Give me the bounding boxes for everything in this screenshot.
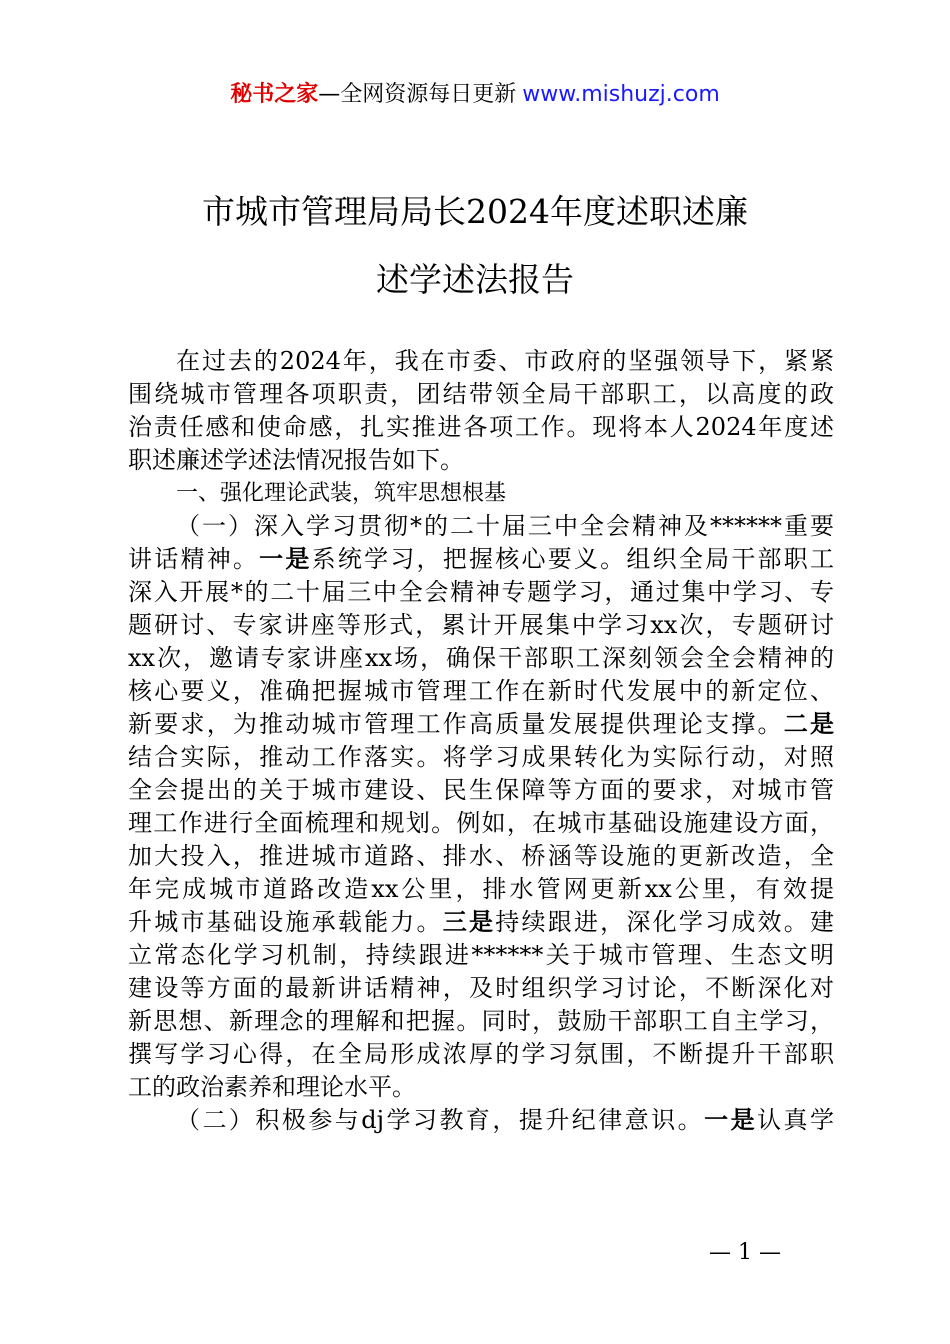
paragraph-line: 题研讨、专家讲座等形式，累计开展集中学习xx次，专题研讨 bbox=[128, 611, 834, 639]
paragraph-line: 结合实际，推动工作落实。将学习成果转化为实际行动，对照 bbox=[128, 743, 834, 771]
paragraph-line: 建设等方面的最新讲话精神，及时组织学习讨论，不断深化对 bbox=[128, 974, 834, 1002]
paragraph-line: 在过去的2024年，我在市委、市政府的坚强领导下，紧紧 bbox=[176, 347, 834, 375]
bold-marker: 二是 bbox=[783, 710, 835, 738]
paragraph-text: 新要求，为推动城市管理工作高质量发展提供理论支撑。 bbox=[128, 710, 784, 738]
paragraph-line: （一）深入学习贯彻*的二十届三中全会精神及******重要 bbox=[176, 512, 834, 540]
paragraph-line: 立常态化学习机制，持续跟进******关于城市管理、生态文明 bbox=[128, 941, 834, 969]
paragraph-line bbox=[128, 1104, 834, 1137]
document-title-line-2: 述学述法报告 bbox=[376, 260, 574, 299]
paragraph-text: （二）积极参与dj学习教育，提升纪律意识。 bbox=[176, 1106, 705, 1134]
paragraph-line: 治责任感和使命感，扎实推进各项工作。现将本人2024年度述 bbox=[128, 413, 834, 441]
document-body bbox=[128, 345, 834, 1137]
paragraph-text: 认真学 bbox=[757, 1106, 835, 1134]
paragraph-line bbox=[128, 543, 834, 576]
bold-marker: 三是 bbox=[442, 908, 496, 936]
bold-marker: 一是 bbox=[259, 545, 312, 573]
bold-marker: 一是 bbox=[704, 1106, 758, 1134]
paragraph-line bbox=[128, 708, 834, 741]
paragraph-line: 撰写学习心得，在全局形成浓厚的学习氛围，不断提升干部职 bbox=[128, 1040, 834, 1068]
paragraph-line: 年完成城市道路改造xx公里，排水管网更新xx公里，有效提 bbox=[128, 875, 834, 903]
header-url-link[interactable]: www.mishuzj.com bbox=[522, 82, 720, 107]
paragraph-line: 加大投入，推进城市道路、排水、桥涵等设施的更新改造，全 bbox=[128, 842, 834, 870]
paragraph-line: 全会提出的关于城市建设、民生保障等方面的要求，对城市管 bbox=[128, 776, 834, 804]
paragraph-text: 讲话精神。 bbox=[128, 545, 260, 573]
document-title-line-1: 市城市管理局局长2024年度述职述廉 bbox=[202, 192, 748, 231]
paragraph-text: 持续跟进，深化学习成效。建 bbox=[495, 908, 835, 936]
paragraph-line: 核心要义，准确把握城市管理工作在新时代发展中的新定位、 bbox=[128, 677, 834, 705]
page-number: — 1 — bbox=[709, 1240, 781, 1265]
paragraph-line: 新思想、新理念的理解和把握。同时，鼓励干部职工自主学习， bbox=[128, 1007, 834, 1035]
paragraph-line: 围绕城市管理各项职责，团结带领全局干部职工，以高度的政 bbox=[128, 380, 834, 408]
paragraph-line: 工的政治素养和理论水平。 bbox=[128, 1073, 416, 1101]
section-heading: 一、强化理论武装，筑牢思想根基 bbox=[176, 481, 507, 506]
paragraph-line: 职述廉述学述法情况报告如下。 bbox=[128, 446, 464, 474]
header-dash: — bbox=[318, 82, 341, 107]
paragraph-line: xx次，邀请专家讲座xx场，确保干部职工深刻领会全会精神的 bbox=[128, 644, 834, 672]
paragraph-line bbox=[128, 906, 834, 939]
paragraph-line: 理工作进行全面梳理和规划。例如，在城市基础设施建设方面， bbox=[128, 809, 834, 837]
paragraph-line: 深入开展*的二十届三中全会精神专题学习，通过集中学习、专 bbox=[128, 578, 834, 606]
site-header bbox=[0, 80, 950, 110]
header-slogan: 全网资源每日更新 bbox=[340, 82, 517, 107]
header-brand: 秘书之家 bbox=[230, 82, 319, 107]
paragraph-text: 升城市基础设施承载能力。 bbox=[128, 908, 443, 936]
paragraph-text: 系统学习，把握核心要义。组织全局干部职工 bbox=[311, 545, 835, 573]
